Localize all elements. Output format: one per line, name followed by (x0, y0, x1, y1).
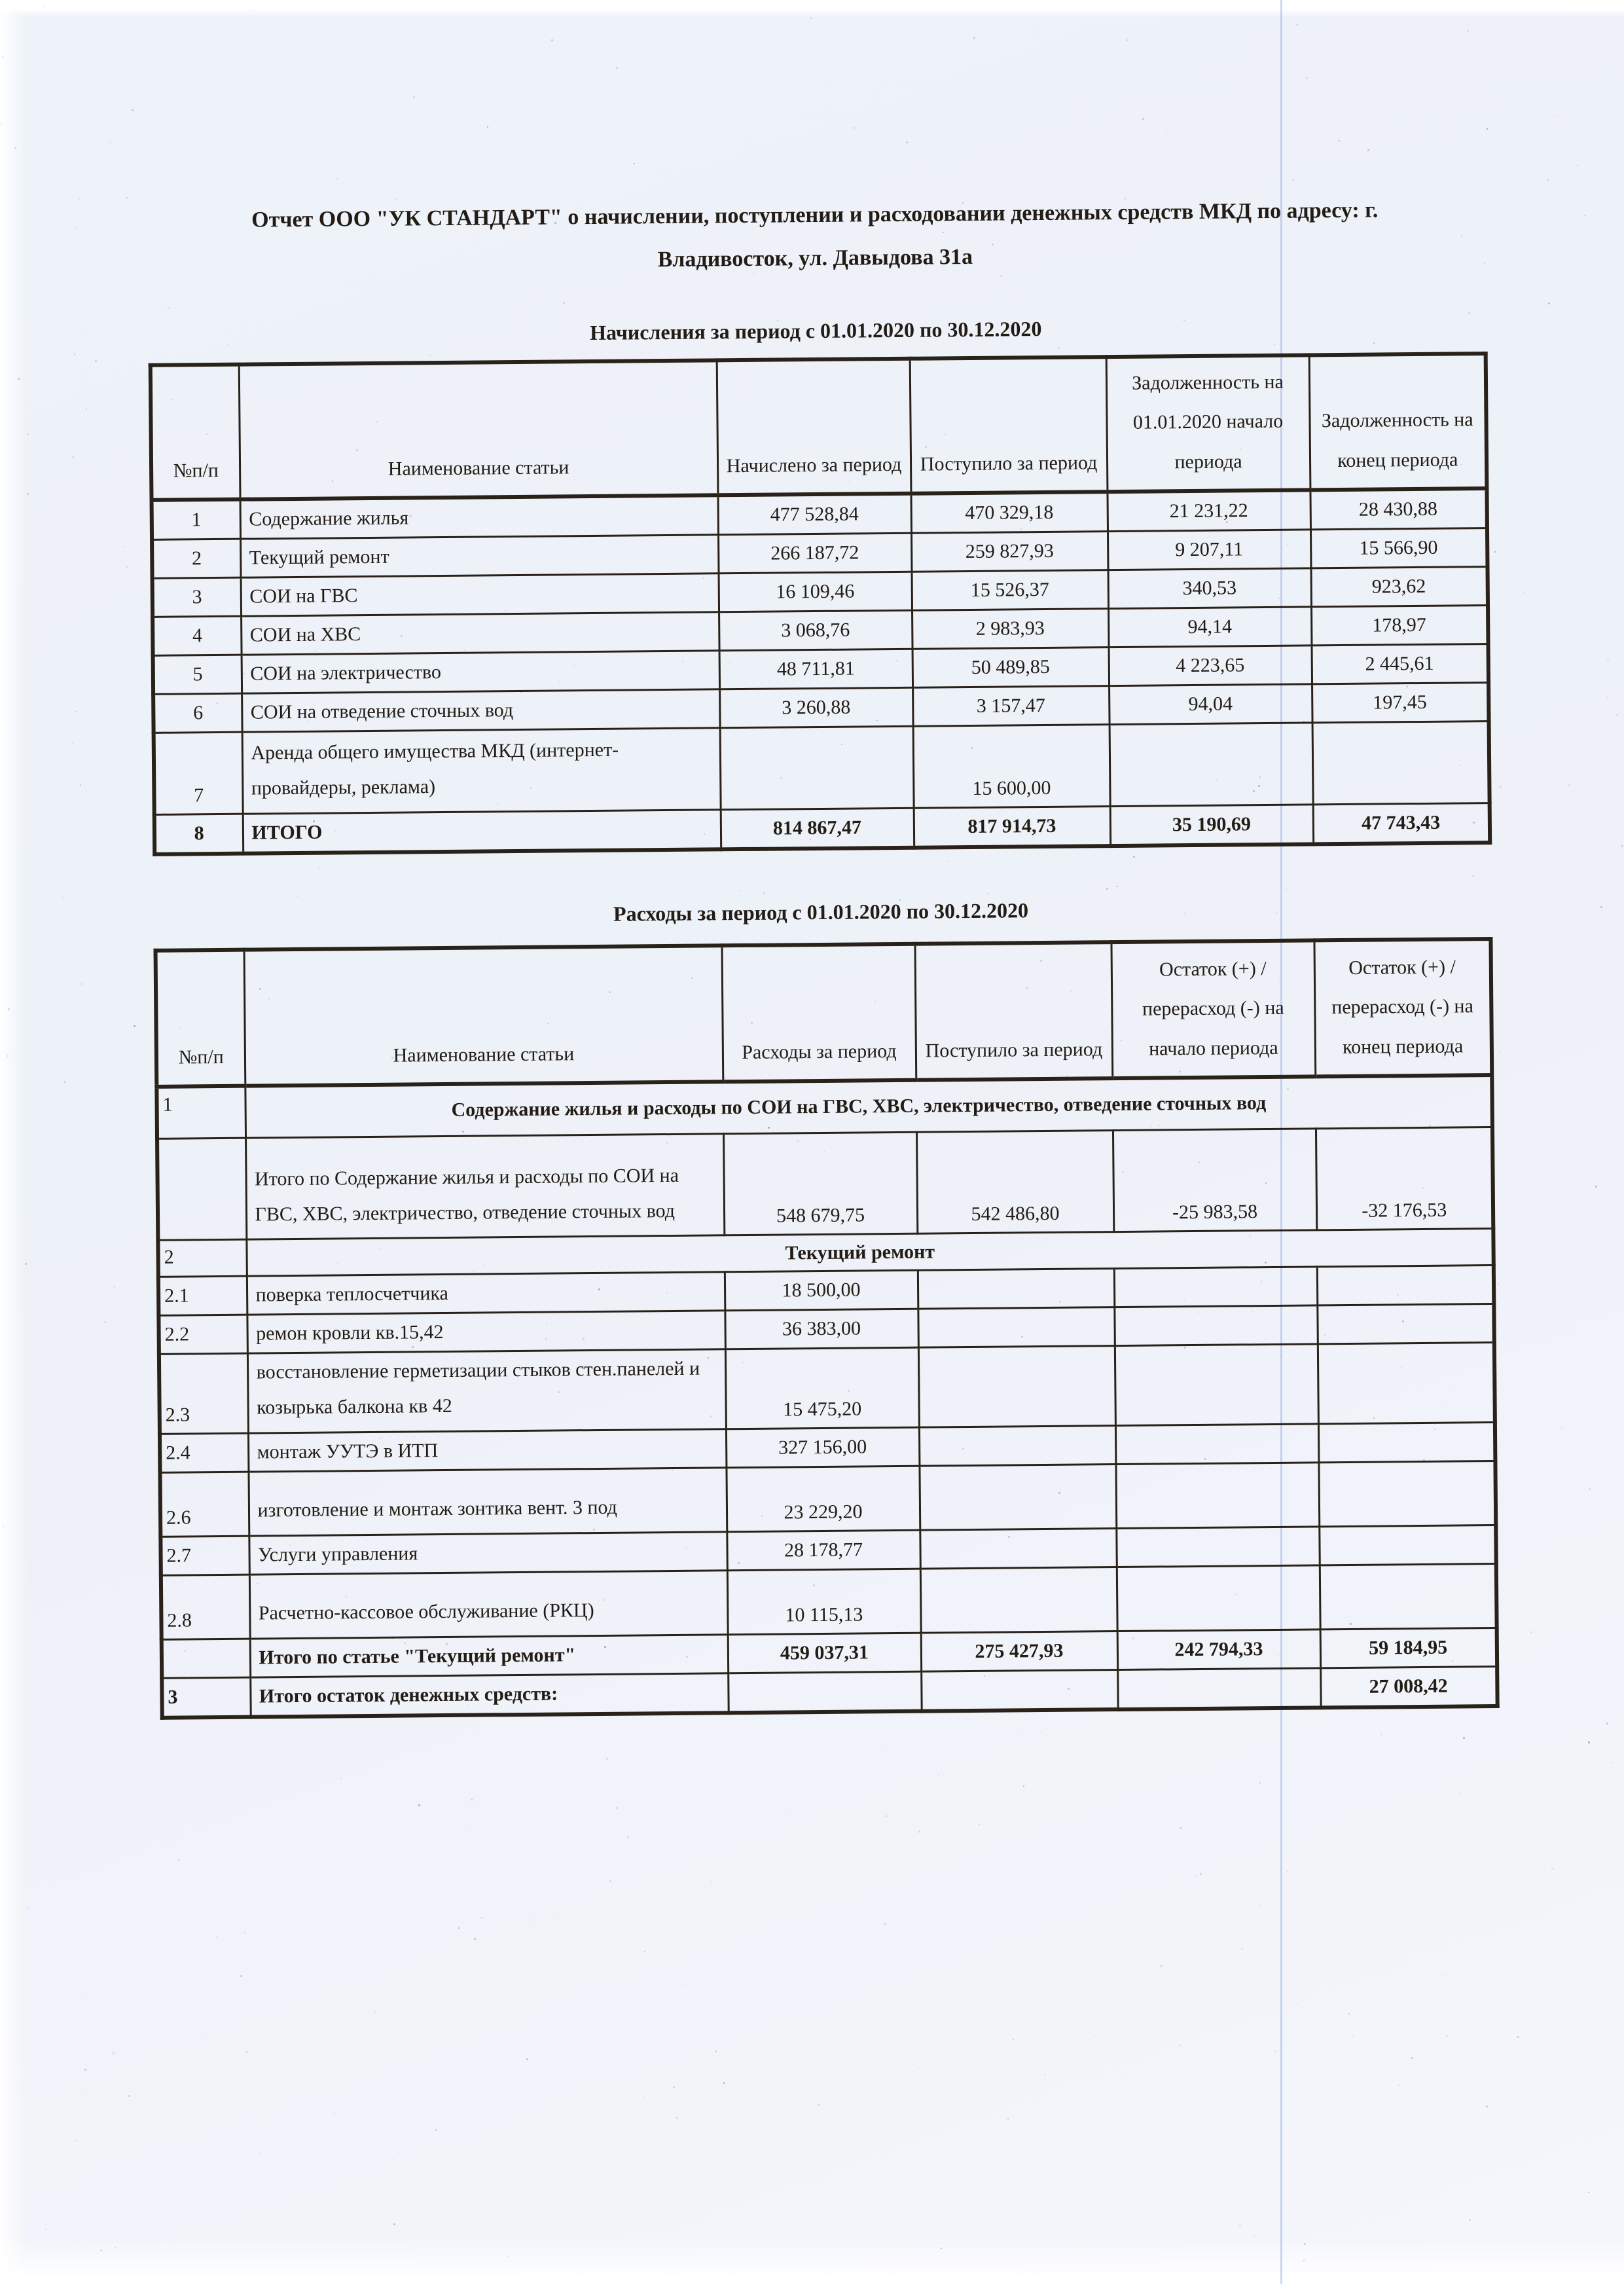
accruals-table (149, 352, 1492, 856)
row-number: 4 (153, 616, 242, 655)
row-value: 3 260,88 (719, 687, 913, 728)
row-value: 542 486,80 (916, 1131, 1113, 1234)
row-value (1116, 1527, 1320, 1567)
row-value: 35 190,69 (1110, 805, 1314, 846)
row-name: восстановление герметизации стыков стен.панелей и козырька балкона кв 42 (247, 1349, 726, 1433)
row-value (1320, 1564, 1497, 1630)
row-name: Итого по Содержание жилья и расходы по СОИ на ГВС, ХВС, электричество, отведение сточных вод (245, 1134, 724, 1239)
row-number: 2 (158, 1239, 246, 1277)
row-value: 48 711,81 (719, 649, 913, 689)
document-title (147, 188, 1483, 286)
row-name: изготовление и монтаж зонтика вент. 3 под (248, 1468, 727, 1536)
accruals-table-body (152, 488, 1490, 854)
row-name: поверка теплосчетчика (247, 1272, 725, 1315)
row-value (918, 1269, 1115, 1309)
row-value: 242 794,33 (1117, 1630, 1321, 1670)
row-value (1319, 1525, 1496, 1565)
row-value (1318, 1343, 1495, 1424)
document-title-line-1: Отчет ООО "УК СТАНДАРТ" о начислении, поступлении и расходовании денежных средств МКД по адресу: г. (251, 198, 1379, 232)
row-value (1317, 1266, 1494, 1305)
row-value: 3 157,47 (912, 685, 1110, 726)
row-value: 10 115,13 (727, 1569, 921, 1635)
row-value (921, 1670, 1118, 1711)
row-name: СОИ на электричество (242, 650, 719, 693)
row-value: 15 600,00 (913, 724, 1110, 808)
row-value: 59 184,95 (1320, 1628, 1498, 1668)
header-row (156, 939, 1492, 1087)
column-header-received: Поступило за период (914, 942, 1112, 1080)
table-row (160, 1461, 1496, 1537)
row-value: 3 068,76 (719, 610, 912, 651)
row-value: 178,97 (1311, 605, 1489, 645)
row-value: 197,45 (1312, 682, 1489, 722)
row-value: 548 679,75 (723, 1132, 917, 1235)
column-header-accrued: Начислено за период (717, 358, 911, 495)
column-header-debt-end: Задолженность на конец периода (1309, 354, 1487, 490)
section-title: Содержание жилья и расходы по СОИ на ГВС, ХВС, электричество, отведение сточных вод (245, 1075, 1492, 1139)
row-value: 817 914,73 (914, 806, 1111, 847)
expenses-table-body (156, 1075, 1497, 1718)
row-value: 259 827,93 (911, 531, 1108, 572)
row-number: 1 (156, 1085, 245, 1139)
row-name: СОИ на ГВС (241, 573, 719, 615)
row-value (1115, 1344, 1318, 1426)
row-value: 470 329,18 (911, 492, 1108, 533)
row-value: 94,14 (1108, 607, 1312, 647)
accruals-section-heading: Начисления за период с 01.01.2020 по 30.12.2020 (590, 316, 1042, 344)
row-value: 23 229,20 (726, 1466, 920, 1532)
row-name: Аренда общего имущества МКД (интернет-провайдеры, реклама) (242, 727, 721, 813)
expenses-section-heading: Расходы за период с 01.01.2020 по 30.12.2020 (613, 898, 1029, 926)
row-number (162, 1639, 251, 1678)
column-header-num: №п/п (156, 949, 245, 1086)
row-value: 15 566,90 (1310, 528, 1488, 568)
row-value: 477 528,84 (717, 493, 911, 534)
row-value (1312, 721, 1490, 804)
row-number: 2 (152, 539, 241, 578)
row-value: 47 743,43 (1313, 803, 1490, 844)
column-header-debt-start: Задолженность на 01.01.2020 начало периода (1106, 355, 1310, 492)
row-value: 340,53 (1108, 568, 1312, 609)
expenses-table-header (156, 939, 1492, 1087)
header-row (151, 354, 1487, 500)
row-value: 9 207,11 (1108, 530, 1311, 570)
row-name: Итого остаток денежных средств: (250, 1673, 729, 1717)
row-number: 2.7 (160, 1536, 249, 1575)
row-value: -25 983,58 (1113, 1129, 1316, 1232)
table-row (154, 721, 1490, 814)
row-number: 2.2 (158, 1315, 247, 1354)
row-value (918, 1346, 1115, 1428)
row-value: 4 223,65 (1109, 646, 1312, 686)
column-header-balance-start: Остаток (+) / перерасход (-) на начало периода (1111, 940, 1315, 1078)
row-value: 16 109,46 (719, 572, 912, 612)
row-value (1110, 723, 1313, 807)
row-value (920, 1567, 1117, 1633)
column-header-balance-end: Остаток (+) / перерасход (-) на конец периода (1314, 939, 1492, 1076)
column-header-received: Поступило за период (910, 357, 1108, 494)
table-row (159, 1343, 1495, 1434)
row-name: Расчетно-кассовое обслуживание (РКЦ) (249, 1571, 728, 1639)
row-number (157, 1138, 246, 1240)
row-name: СОИ на отведение сточных вод (242, 689, 719, 731)
table-row (161, 1564, 1497, 1640)
row-value (1318, 1461, 1496, 1527)
row-number: 5 (153, 655, 242, 694)
row-value (918, 1307, 1115, 1348)
row-name: Итого по статье "Текущий ремонт" (250, 1635, 728, 1677)
row-value: 27 008,42 (1320, 1667, 1498, 1708)
row-value (919, 1426, 1116, 1467)
row-value (1114, 1267, 1318, 1307)
page-content (145, 0, 1496, 1720)
row-value: 15 475,20 (725, 1347, 919, 1429)
row-value: 2 983,93 (912, 608, 1109, 649)
row-value: 21 231,22 (1107, 490, 1310, 531)
row-number: 2.8 (161, 1575, 250, 1639)
table-row (157, 1127, 1493, 1241)
row-value (720, 726, 914, 810)
row-number: 3 (153, 577, 242, 617)
column-header-name: Наименование статьи (244, 945, 723, 1085)
row-number: 3 (162, 1677, 251, 1718)
row-number: 1 (152, 499, 241, 539)
row-value: 28 430,88 (1310, 488, 1487, 530)
row-value: 36 383,00 (725, 1309, 918, 1349)
row-value: -32 176,53 (1316, 1127, 1493, 1230)
row-name: Текущий ремонт (240, 534, 718, 577)
row-value: 814 867,47 (721, 808, 914, 849)
row-value (1114, 1305, 1318, 1346)
row-value (1117, 1668, 1321, 1709)
expenses-table (153, 937, 1499, 1720)
row-value (1318, 1423, 1496, 1463)
row-value: 266 187,72 (718, 533, 912, 574)
row-value: 327 156,00 (726, 1427, 920, 1468)
row-name: Услуги управления (249, 1532, 727, 1575)
column-header-expenses: Расходы за период (721, 943, 916, 1082)
row-name: Содержание жилья (240, 495, 719, 539)
row-value (1317, 1304, 1494, 1344)
row-value (919, 1465, 1116, 1531)
row-value: 18 500,00 (725, 1270, 918, 1311)
row-value: 459 037,31 (728, 1633, 922, 1673)
row-number: 2.1 (158, 1276, 247, 1315)
row-name: ИТОГО (243, 809, 721, 853)
row-value: 923,62 (1310, 566, 1488, 606)
row-number: 2.3 (159, 1353, 248, 1434)
row-number: 2.4 (160, 1433, 249, 1472)
row-number: 8 (154, 814, 244, 854)
accruals-table-header (151, 354, 1487, 500)
row-value: 28 178,77 (727, 1530, 920, 1571)
row-value: 2 445,61 (1312, 644, 1489, 683)
row-value: 94,04 (1109, 684, 1312, 725)
row-number: 6 (153, 693, 242, 733)
row-name: ремон кровли кв.15,42 (247, 1311, 725, 1353)
document-title-line-2: Владивосток, ул. Давыдова 31а (657, 245, 973, 272)
row-value (728, 1671, 922, 1713)
row-value (1117, 1565, 1320, 1631)
column-header-num: №п/п (151, 364, 240, 500)
row-name: СОИ на ХВС (241, 611, 719, 654)
row-value (1115, 1424, 1319, 1465)
row-number: 2.6 (160, 1472, 249, 1537)
row-value: 50 489,85 (912, 647, 1110, 687)
row-name: монтаж УУТЭ в ИТП (248, 1429, 726, 1472)
row-number: 7 (154, 732, 243, 814)
row-value (920, 1529, 1117, 1569)
row-value: 275 427,93 (921, 1631, 1118, 1672)
row-value: 15 526,37 (912, 570, 1109, 610)
row-value (1115, 1463, 1319, 1529)
section-title: Текущий ремонт (246, 1229, 1493, 1277)
column-header-name: Наименование статьи (239, 360, 718, 499)
